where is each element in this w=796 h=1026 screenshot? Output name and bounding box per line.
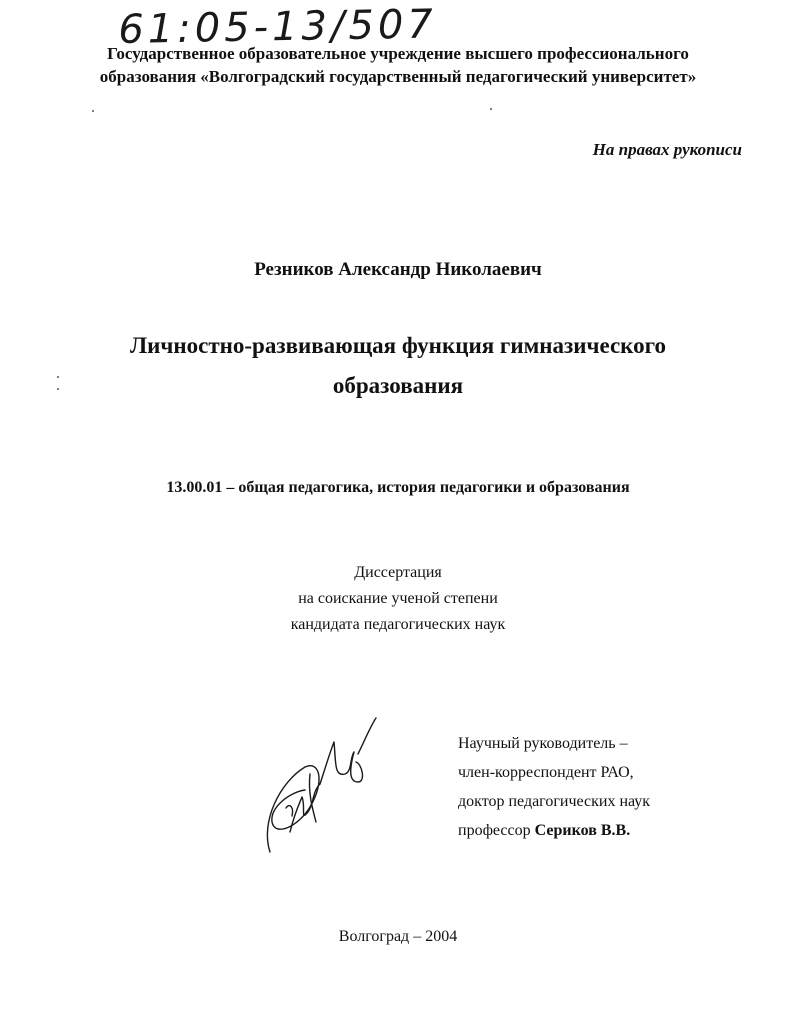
supervisor-line-3: доктор педагогических наук [458,793,651,810]
dissertation-line-2: на соискание ученой степени [298,590,498,607]
scan-speck [57,388,59,390]
supervisor-line-1: Научный руководитель – [458,735,628,752]
city-year: Волгоград – 2004 [338,928,458,945]
signature-image [250,712,390,862]
supervisor-title: профессор [458,822,531,839]
specialty-code: 13.00.01 – общая педагогика, история педагогики и образования [166,479,630,496]
dissertation-line-1: Диссертация [354,564,442,581]
scan-speck [57,376,59,378]
dissertation-block [0,560,796,638]
supervisor-line-4 [458,816,650,845]
thesis-title-line-2: образования [332,373,464,398]
archive-stamp: 61:05-13/507 [117,1,438,53]
thesis-title [0,326,796,406]
institution-line-1: Государственное образовательное учреждение высшего профессионального [107,44,689,63]
scan-speck [490,108,492,110]
dissertation-line-3: кандидата педагогических наук [290,616,506,633]
thesis-title-line-1: Личностно-развивающая функция гимназического [130,333,666,358]
supervisor-block [458,729,650,845]
author-name: Резников Александр Николаевич [254,259,542,280]
scan-speck [92,110,94,112]
manuscript-note: На правах рукописи [592,140,742,159]
institution-line-2: образования «Волгоградский государственный педагогический университет» [99,67,697,86]
institution-header [0,42,796,88]
supervisor-name: Сериков В.В. [534,822,631,839]
supervisor-line-2: член-корреспондент РАО, [458,764,634,781]
